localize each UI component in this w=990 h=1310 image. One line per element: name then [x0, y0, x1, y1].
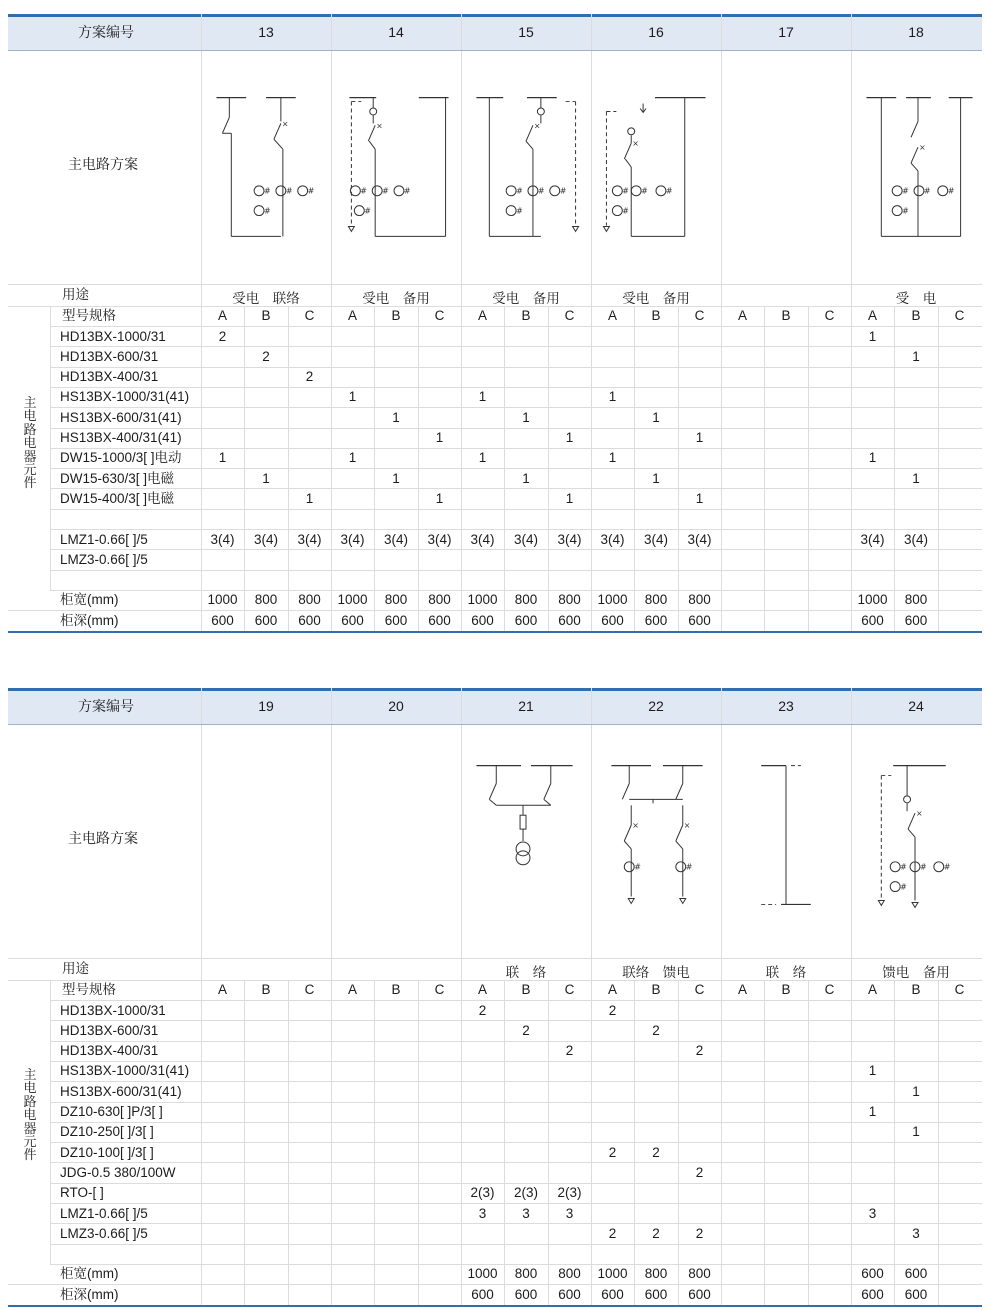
sub-column-header: C	[304, 982, 315, 997]
row-divider	[50, 448, 982, 449]
sub-column-header: B	[781, 982, 791, 997]
svg-text:#: #	[900, 882, 907, 892]
sub-column-header: B	[521, 308, 531, 323]
quantity-cell: 2	[608, 1002, 617, 1018]
quantity-cell: 1	[868, 328, 877, 344]
quantity-cell: 2	[652, 1225, 660, 1241]
component-model: LMZ3-0.66[ ]/5	[60, 1225, 148, 1241]
cabinet-width-value: 600	[904, 1266, 928, 1282]
cabinet-width-value: 1000	[597, 592, 628, 608]
row-divider	[50, 1061, 982, 1062]
svg-text:#: #	[537, 186, 545, 196]
svg-text:#: #	[947, 186, 955, 196]
model-label: 型号规格	[62, 308, 116, 323]
component-model: HD13BX-600/31	[60, 348, 159, 364]
cabinet-depth-value: 600	[211, 612, 234, 628]
cabinet-depth-value: 600	[904, 1286, 928, 1302]
svg-text:×: ×	[632, 821, 639, 831]
scheme-number: 17	[778, 24, 794, 40]
row-divider	[8, 50, 982, 51]
sub-column-header: C	[824, 982, 835, 997]
quantity-cell: 1	[868, 1104, 877, 1119]
component-model: HS13BX-1000/31(41)	[60, 389, 190, 405]
cabinet-depth-value: 600	[341, 612, 364, 628]
circuit-diagram	[591, 52, 721, 280]
quantity-cell: 1	[348, 389, 357, 405]
row-divider	[50, 428, 982, 429]
cabinet-depth-label: 柜深(mm)	[60, 1286, 119, 1302]
circuit-diagram	[721, 726, 851, 954]
cabinet-width-value: 800	[298, 592, 321, 608]
row-divider	[50, 529, 982, 530]
quantity-cell: 2	[218, 328, 227, 344]
row-divider	[50, 590, 982, 591]
quantity-cell: 3(4)	[600, 531, 625, 547]
quantity-cell: 2	[652, 1144, 660, 1160]
sub-column-header: C	[954, 308, 965, 323]
scheme-no-label: 方案编号	[78, 24, 134, 40]
quantity-cell: 2	[478, 1002, 487, 1018]
cabinet-depth-value: 600	[254, 612, 278, 628]
components-label: 主电路电器元件	[23, 395, 37, 491]
cabinet-width-value: 800	[558, 1266, 581, 1282]
sub-column-header: C	[824, 308, 835, 323]
quantity-cell: 1	[565, 430, 574, 445]
quantity-cell: 2	[608, 1144, 617, 1160]
sub-column-header: B	[521, 982, 531, 997]
row-divider	[50, 488, 982, 489]
row-divider	[50, 1223, 982, 1224]
component-model: HD13BX-1000/31	[60, 328, 166, 344]
scheme-number: 15	[518, 24, 534, 40]
row-divider	[50, 1183, 982, 1184]
cabinet-width-value: 800	[688, 1266, 711, 1282]
quantity-cell: 1	[695, 430, 704, 445]
circuit-diagram	[591, 726, 721, 954]
svg-text:#: #	[285, 186, 293, 196]
sub-column-header: A	[347, 982, 357, 997]
quantity-cell: 1	[392, 409, 400, 425]
row-divider	[50, 549, 982, 550]
quantity-cell: 2	[565, 1043, 574, 1059]
cabinet-depth-value: 600	[644, 1286, 668, 1302]
sub-column-header: A	[217, 982, 227, 997]
cabinet-depth-value: 600	[428, 612, 451, 628]
svg-text:×: ×	[683, 821, 691, 831]
quantity-cell: 1	[348, 450, 357, 466]
sub-column-header: A	[737, 982, 747, 997]
sub-column-header: B	[911, 308, 921, 323]
cabinet-depth-value: 600	[904, 612, 928, 628]
quantity-cell: 3(4)	[297, 531, 322, 547]
cabinet-width-value: 600	[861, 1266, 884, 1282]
sub-column-header: A	[607, 982, 617, 997]
usage-label: 用途	[62, 287, 89, 302]
sub-column-header: B	[391, 982, 401, 997]
quantity-cell: 2	[305, 369, 314, 385]
quantity-cell: 2	[262, 348, 270, 364]
scheme-number: 14	[388, 24, 404, 40]
cabinet-width-value: 800	[644, 1266, 668, 1282]
sub-column-header: C	[434, 982, 445, 997]
row-divider	[50, 1041, 982, 1042]
circuit-diagram	[851, 726, 981, 954]
quantity-cell: 1	[912, 1124, 920, 1140]
quantity-cell: 1	[262, 470, 270, 486]
quantity-cell: 1	[868, 450, 877, 466]
component-model: DW15-400/3[ ]电磁	[60, 490, 175, 506]
sub-column-header: C	[434, 308, 445, 323]
svg-text:×: ×	[918, 143, 926, 153]
component-model: RTO-[ ]	[60, 1185, 104, 1201]
svg-text:×: ×	[533, 121, 541, 131]
usage-value: 受电 备用	[362, 291, 430, 306]
component-model: DZ10-100[ ]/3[ ]	[60, 1144, 154, 1160]
cabinet-width-value: 800	[644, 592, 668, 608]
quantity-cell: 2	[695, 1043, 704, 1059]
table-bottom-rule	[8, 1305, 982, 1307]
component-model: HS13BX-1000/31(41)	[60, 1063, 190, 1079]
scheme-number: 20	[388, 698, 404, 714]
cabinet-width-value: 800	[558, 592, 581, 608]
component-model: DZ10-250[ ]/3[ ]	[60, 1124, 154, 1140]
quantity-cell: 3(4)	[513, 531, 538, 547]
cabinet-width-value: 1000	[207, 592, 238, 608]
svg-text:#: #	[665, 186, 673, 196]
sub-column-header: A	[217, 308, 227, 323]
quantity-cell: 1	[868, 1063, 877, 1079]
main-circuit-label: 主电路方案	[68, 830, 138, 846]
cabinet-width-value: 800	[384, 592, 408, 608]
cabinet-depth-value: 600	[514, 612, 538, 628]
cabinet-width-value: 800	[254, 592, 278, 608]
svg-text:×: ×	[632, 139, 639, 149]
quantity-cell: 2	[695, 1225, 704, 1241]
component-model: LMZ1-0.66[ ]/5	[60, 1205, 148, 1221]
svg-text:#: #	[900, 862, 907, 872]
cabinet-depth-value: 600	[861, 612, 884, 628]
quantity-cell: 2(3)	[470, 1185, 495, 1201]
quantity-cell: 3(4)	[383, 531, 408, 547]
sub-column-header: B	[391, 308, 401, 323]
quantity-cell: 1	[652, 470, 660, 486]
sub-column-header: A	[607, 308, 617, 323]
quantity-cell: 1	[912, 348, 920, 364]
quantity-cell: 2(3)	[513, 1185, 538, 1201]
svg-text:#: #	[382, 186, 389, 196]
sub-column-header: C	[954, 982, 965, 997]
circuit-diagram	[721, 52, 851, 280]
svg-text:#: #	[902, 206, 909, 216]
main-circuit-label: 主电路方案	[68, 156, 138, 172]
usage-value: 联 络	[765, 965, 807, 980]
scheme-number: 23	[778, 698, 794, 714]
quantity-cell: 3(4)	[470, 531, 495, 547]
quantity-cell: 3(4)	[643, 531, 668, 547]
circuit-diagram	[201, 52, 331, 280]
usage-value: 受电 备用	[622, 291, 690, 306]
row-divider	[50, 1264, 982, 1265]
circuit-diagram	[331, 726, 461, 954]
circuit-diagram	[201, 726, 331, 954]
cabinet-width-value: 1000	[467, 1266, 498, 1282]
quantity-cell: 3	[912, 1225, 920, 1241]
svg-text:#: #	[307, 186, 315, 196]
quantity-cell: 1	[478, 450, 487, 466]
row-divider	[50, 387, 982, 388]
quantity-cell: 3(4)	[427, 531, 452, 547]
sub-column-header: B	[651, 982, 661, 997]
quantity-cell: 2(3)	[557, 1185, 582, 1201]
quantity-cell: 3(4)	[253, 531, 278, 547]
sub-column-header: A	[477, 308, 487, 323]
quantity-cell: 1	[522, 470, 530, 486]
cabinet-width-value: 1000	[467, 592, 498, 608]
scheme-number: 22	[648, 698, 664, 714]
cabinet-width-value: 800	[428, 592, 451, 608]
cabinet-depth-value: 600	[298, 612, 321, 628]
cabinet-depth-value: 600	[601, 612, 624, 628]
quantity-cell: 1	[305, 490, 314, 506]
usage-value: 联 络	[505, 965, 547, 980]
row-divider	[50, 468, 982, 469]
row-divider	[50, 1122, 982, 1123]
component-model: JDG-0.5 380/100W	[60, 1164, 176, 1180]
sub-column-header: C	[564, 308, 575, 323]
component-model: DZ10-630[ ]P/3[ ]	[60, 1104, 163, 1119]
svg-text:#: #	[685, 862, 693, 872]
quantity-cell: 1	[608, 389, 617, 405]
quantity-cell: 3(4)	[860, 531, 885, 547]
sub-column-header: A	[867, 308, 877, 323]
quantity-cell: 1	[608, 450, 617, 466]
cabinet-depth-value: 600	[861, 1286, 884, 1302]
circuit-diagram	[331, 52, 461, 280]
quantity-cell: 1	[218, 450, 227, 466]
svg-text:#: #	[919, 862, 927, 872]
scheme-number: 21	[518, 698, 534, 714]
cabinet-width-value: 1000	[857, 592, 888, 608]
quantity-cell: 3(4)	[687, 531, 712, 547]
cabinet-depth-value: 600	[514, 1286, 538, 1302]
usage-label: 用途	[62, 961, 89, 976]
quantity-cell: 3	[565, 1205, 574, 1221]
row-divider	[8, 1284, 982, 1285]
quantity-cell: 2	[695, 1164, 704, 1180]
cabinet-width-value: 1000	[337, 592, 368, 608]
svg-text:#: #	[403, 186, 411, 196]
svg-text:#: #	[622, 206, 629, 216]
cabinet-depth-value: 600	[471, 612, 494, 628]
sub-column-header: B	[651, 308, 661, 323]
svg-text:#: #	[360, 186, 367, 196]
sub-column-header: C	[564, 982, 575, 997]
usage-value: 受 电	[895, 291, 937, 306]
quantity-cell: 3	[522, 1205, 530, 1221]
svg-text:#: #	[634, 862, 641, 872]
cabinet-depth-value: 600	[384, 612, 408, 628]
table-bottom-rule	[8, 631, 982, 633]
row-divider	[50, 1162, 982, 1163]
svg-text:#: #	[264, 206, 271, 216]
sub-column-header: A	[737, 308, 747, 323]
svg-text:×: ×	[376, 121, 383, 131]
svg-text:#: #	[516, 206, 523, 216]
component-model: HD13BX-400/31	[60, 1043, 159, 1059]
component-model: HD13BX-600/31	[60, 1022, 159, 1038]
cabinet-depth-value: 600	[558, 1286, 581, 1302]
row-divider	[50, 1244, 982, 1245]
svg-text:#: #	[364, 206, 371, 216]
svg-text:#: #	[264, 186, 271, 196]
component-model: HD13BX-1000/31	[60, 1002, 166, 1018]
quantity-cell: 1	[522, 409, 530, 425]
cabinet-depth-value: 600	[688, 612, 711, 628]
quantity-cell: 2	[522, 1022, 530, 1038]
component-model: DW15-630/3[ ]电磁	[60, 470, 175, 486]
sub-column-header: B	[911, 982, 921, 997]
quantity-cell: 3(4)	[557, 531, 582, 547]
sub-column-header: C	[694, 982, 705, 997]
sub-column-header: C	[304, 308, 315, 323]
circuit-diagram	[851, 52, 981, 280]
scheme-number: 18	[908, 24, 924, 40]
row-divider	[8, 610, 982, 611]
scheme-number: 13	[258, 24, 274, 40]
quantity-cell: 1	[478, 389, 487, 405]
row-divider	[8, 958, 982, 959]
quantity-cell: 3(4)	[340, 531, 365, 547]
row-divider	[50, 326, 982, 327]
sub-column-header: C	[694, 308, 705, 323]
usage-value: 馈电 备用	[882, 965, 950, 980]
cabinet-width-value: 800	[904, 592, 928, 608]
component-model: LMZ3-0.66[ ]/5	[60, 551, 148, 567]
usage-value: 受电 备用	[492, 291, 560, 306]
model-label: 型号规格	[62, 982, 116, 997]
row-divider	[50, 346, 982, 347]
row-divider	[8, 724, 982, 725]
scheme-no-label: 方案编号	[78, 698, 134, 714]
row-divider	[50, 1102, 982, 1103]
quantity-cell: 3(4)	[210, 531, 235, 547]
cabinet-width-value: 800	[514, 1266, 538, 1282]
row-divider	[50, 407, 982, 408]
svg-text:#: #	[641, 186, 648, 196]
row-divider	[50, 367, 982, 368]
cabinet-width-value: 800	[514, 592, 538, 608]
row-divider	[50, 509, 982, 510]
sub-column-header: A	[477, 982, 487, 997]
svg-text:×: ×	[916, 809, 923, 819]
quantity-cell: 1	[695, 490, 704, 506]
svg-text:#: #	[943, 862, 951, 872]
cabinet-width-label: 柜宽(mm)	[60, 592, 119, 608]
quantity-cell: 1	[912, 470, 920, 486]
cabinet-depth-value: 600	[688, 1286, 711, 1302]
svg-text:#: #	[923, 186, 931, 196]
svg-text:#: #	[516, 186, 523, 196]
sub-column-header: A	[347, 308, 357, 323]
row-divider	[50, 1142, 982, 1143]
row-divider	[50, 1000, 982, 1001]
quantity-cell: 1	[435, 490, 444, 506]
cabinet-depth-value: 600	[558, 612, 581, 628]
row-divider	[50, 570, 982, 571]
scheme-number: 24	[908, 698, 924, 714]
row-divider	[8, 284, 982, 285]
scheme-number: 19	[258, 698, 274, 714]
cabinet-depth-value: 600	[644, 612, 668, 628]
row-divider	[50, 1020, 982, 1021]
quantity-cell: 3	[478, 1205, 487, 1221]
component-model: HS13BX-600/31(41)	[60, 1083, 182, 1099]
quantity-cell: 1	[435, 430, 444, 445]
quantity-cell: 3(4)	[903, 531, 928, 547]
cabinet-width-value: 800	[688, 592, 711, 608]
sub-column-header: B	[261, 982, 271, 997]
component-model: LMZ1-0.66[ ]/5	[60, 531, 148, 547]
quantity-cell: 2	[652, 1022, 660, 1038]
circuit-diagram	[461, 726, 591, 954]
sub-column-header: B	[781, 308, 791, 323]
component-model: HS13BX-400/31(41)	[60, 430, 182, 445]
cabinet-width-label: 柜宽(mm)	[60, 1266, 119, 1282]
svg-text:#: #	[559, 186, 567, 196]
quantity-cell: 2	[608, 1225, 617, 1241]
sub-column-header: B	[261, 308, 271, 323]
usage-value: 联络 馈电	[622, 965, 690, 980]
cabinet-depth-value: 600	[471, 1286, 494, 1302]
component-model: HD13BX-400/31	[60, 369, 159, 385]
svg-text:×: ×	[281, 119, 289, 129]
svg-text:#: #	[902, 186, 909, 196]
component-model: HS13BX-600/31(41)	[60, 409, 182, 425]
row-divider	[50, 1203, 982, 1204]
cabinet-depth-value: 600	[601, 1286, 624, 1302]
cabinet-depth-label: 柜深(mm)	[60, 612, 119, 628]
scheme-number: 16	[648, 24, 664, 40]
quantity-cell: 3	[868, 1205, 877, 1221]
components-label: 主电路电器元件	[23, 1067, 37, 1163]
sub-column-header: A	[867, 982, 877, 997]
quantity-cell: 1	[565, 490, 574, 506]
quantity-cell: 1	[392, 470, 400, 486]
row-divider	[50, 1081, 982, 1082]
quantity-cell: 1	[912, 1083, 920, 1099]
usage-value: 受电 联络	[232, 291, 300, 306]
svg-text:#: #	[622, 186, 629, 196]
component-model: DW15-1000/3[ ]电动	[60, 450, 182, 466]
circuit-diagram	[461, 52, 591, 280]
cabinet-width-value: 1000	[597, 1266, 628, 1282]
quantity-cell: 1	[652, 409, 660, 425]
